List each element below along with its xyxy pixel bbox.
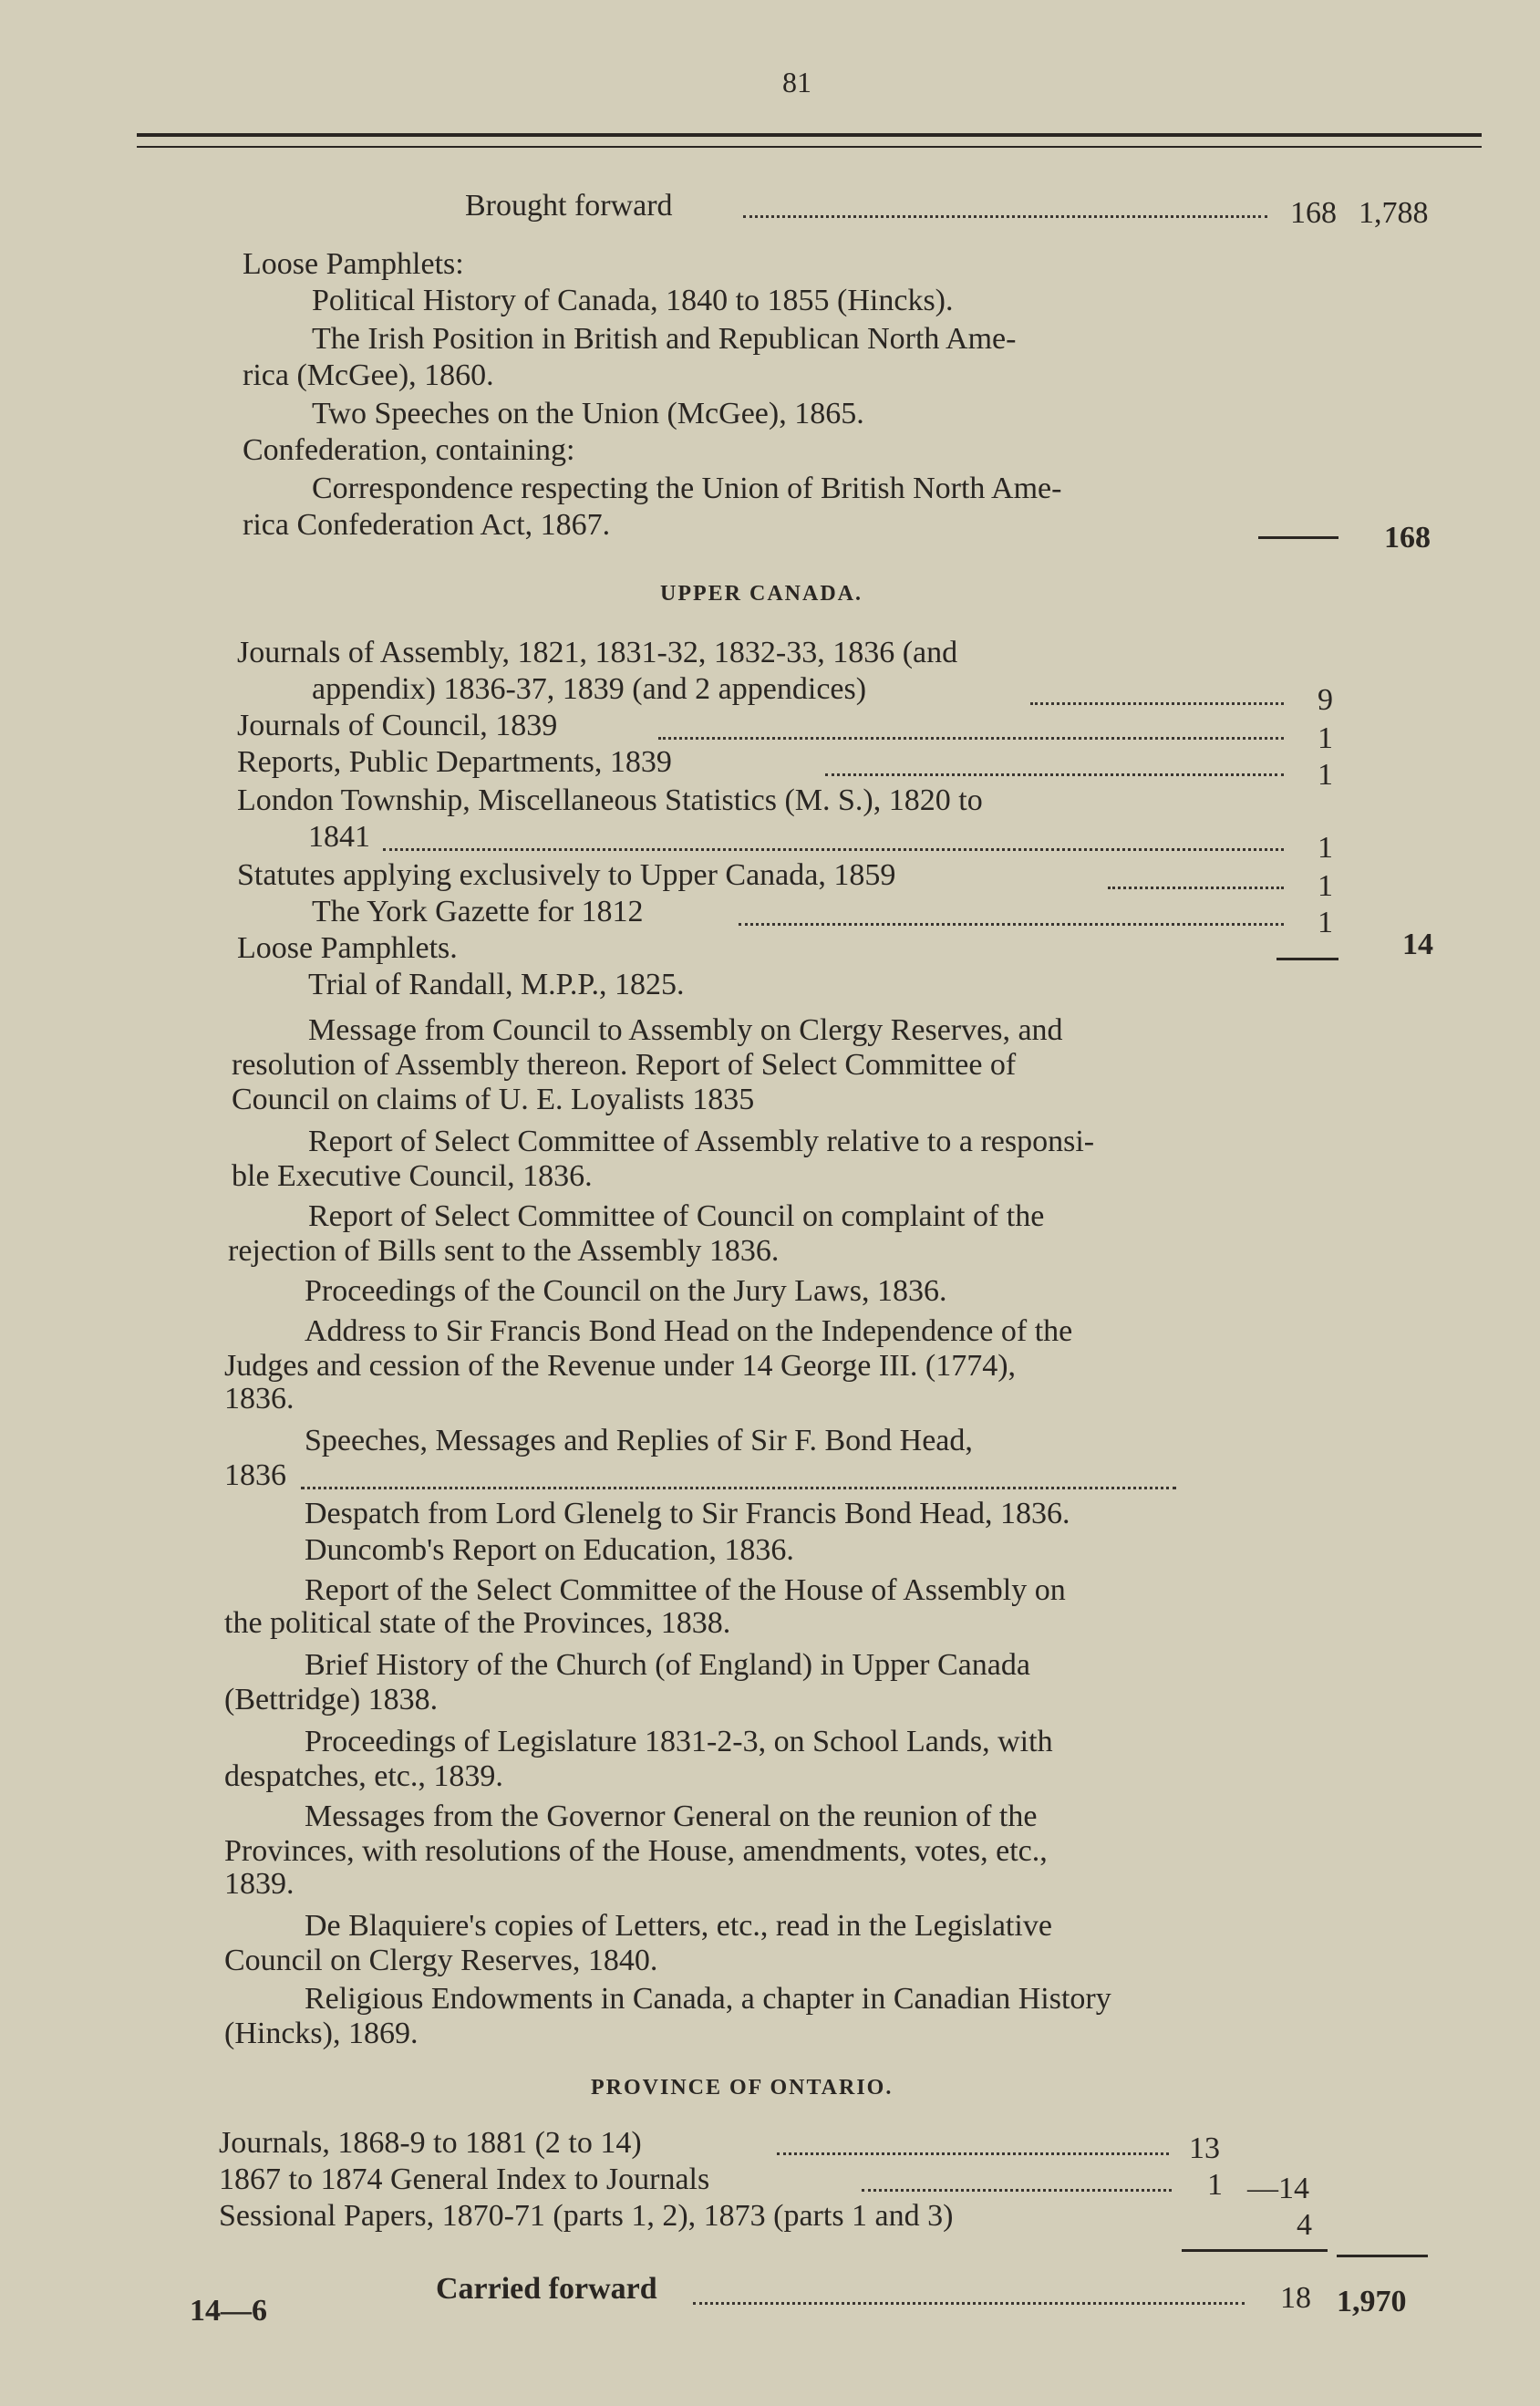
entry-text: Reports, Public Departments, 1839 xyxy=(237,745,672,779)
pamphlet-item: Report of Select Committee of Council on complaint of the xyxy=(308,1199,1045,1233)
leader-dots xyxy=(383,848,1284,851)
subtotal-dash xyxy=(1258,536,1338,539)
entry-text: Loose Pamphlets. xyxy=(237,931,458,965)
pamphlet-item: The Irish Position in British and Republican North Ame- xyxy=(312,322,1017,356)
leader-dots xyxy=(743,215,1267,218)
pamphlet-item: Council on claims of U. E. Loyalists 1835 xyxy=(232,1083,755,1116)
carried-forward-total: 1,970 xyxy=(1337,2285,1407,2318)
section-heading: PROVINCE OF ONTARIO. xyxy=(591,2076,894,2100)
entry-count: 1 xyxy=(1318,758,1333,792)
pamphlet-item: Address to Sir Francis Bond Head on the Independence of the xyxy=(305,1314,1073,1348)
entry-count: 13 xyxy=(1189,2131,1220,2165)
loose-pamphlets-heading: Loose Pamphlets: xyxy=(243,247,464,281)
leader-dots xyxy=(301,1487,1176,1489)
leader-dots xyxy=(862,2189,1172,2192)
entry-count: 4 xyxy=(1297,2208,1312,2242)
pamphlet-item: De Blaquiere's copies of Letters, etc., read in the Legislative xyxy=(305,1909,1052,1943)
pamphlet-item: 1836. xyxy=(224,1382,295,1416)
pamphlet-item: Provinces, with resolutions of the House, amendments, votes, etc., xyxy=(224,1834,1048,1868)
entry-text: London Township, Miscellaneous Statistics (M. S.), 1820 to xyxy=(237,783,983,817)
entry-text: Journals of Council, 1839 xyxy=(237,709,558,742)
pamphlet-item: (Bettridge) 1838. xyxy=(224,1683,439,1716)
pamphlet-item: Brief History of the Church (of England) in Upper Canada xyxy=(305,1648,1030,1682)
pamphlet-item: Proceedings of Legislature 1831-2-3, on School Lands, with xyxy=(305,1725,1053,1758)
entry-count: 1 xyxy=(1207,2168,1223,2202)
entry-text: 1867 to 1874 General Index to Journals xyxy=(219,2162,710,2196)
entry-count: 9 xyxy=(1318,683,1333,717)
pamphlet-item: Duncomb's Report on Education, 1836. xyxy=(305,1533,794,1567)
pamphlet-item: Council on Clergy Reserves, 1840. xyxy=(224,1944,658,1977)
carried-forward-count: 18 xyxy=(1280,2281,1311,2315)
pamphlet-item: Political History of Canada, 1840 to 1855 (Hincks). xyxy=(312,284,954,317)
pamphlet-item: despatches, etc., 1839. xyxy=(224,1759,503,1793)
entry-text: The York Gazette for 1812 xyxy=(312,895,644,928)
subtotal: 168 xyxy=(1384,521,1431,555)
leader-dots xyxy=(739,923,1284,926)
leader-dots xyxy=(1108,887,1284,889)
entry-text: Statutes applying exclusively to Upper Canada, 1859 xyxy=(237,858,896,892)
entry-text: appendix) 1836-37, 1839 (and 2 appendices) xyxy=(312,672,867,706)
leader-dots xyxy=(825,773,1284,776)
leader-dots xyxy=(693,2302,1245,2305)
pamphlet-item: rejection of Bills sent to the Assembly 1836. xyxy=(228,1234,780,1268)
entry-count: 1 xyxy=(1318,721,1333,755)
entry-count: 1 xyxy=(1318,869,1333,903)
pamphlet-item: Religious Endowments in Canada, a chapter in Canadian History xyxy=(305,1982,1111,2016)
carried-forward-label: Carried forward xyxy=(436,2272,657,2306)
pamphlet-item: the political state of the Provinces, 1838. xyxy=(224,1606,731,1640)
pamphlet-item: Message from Council to Assembly on Clergy Reserves, and xyxy=(308,1013,1063,1047)
pamphlet-item: resolution of Assembly thereon. Report of Select Committee of xyxy=(232,1048,1017,1082)
leader-dots xyxy=(1030,702,1284,705)
entry-count: 1 xyxy=(1318,831,1333,865)
pamphlet-item: Correspondence respecting the Union of British North Ame- xyxy=(312,472,1062,505)
entry-text: 1841 xyxy=(308,820,370,854)
brought-forward-label: Brought forward xyxy=(465,189,673,223)
entry-text: Journals of Assembly, 1821, 1831-32, 1832-33, 1836 (and xyxy=(237,636,958,669)
pamphlet-item: Proceedings of the Council on the Jury Laws, 1836. xyxy=(305,1274,947,1308)
entry-count: 1 xyxy=(1318,906,1333,939)
pamphlet-item: Judges and cession of the Revenue under 14 George III. (1774), xyxy=(224,1349,1017,1383)
entry-text: Journals, 1868-9 to 1881 (2 to 14) xyxy=(219,2126,642,2160)
pamphlet-item: Report of Select Committee of Assembly relative to a responsi- xyxy=(308,1125,1095,1158)
header-rule-thick xyxy=(137,133,1482,137)
pamphlet-item: rica (McGee), 1860. xyxy=(243,358,494,392)
brought-forward-total: 1,788 xyxy=(1359,196,1429,230)
total-rule xyxy=(1182,2249,1328,2252)
total-rule xyxy=(1337,2255,1428,2257)
entry-subtotal: —14 xyxy=(1247,2172,1309,2205)
pamphlet-item: Trial of Randall, M.P.P., 1825. xyxy=(308,968,685,1001)
pamphlet-item: ble Executive Council, 1836. xyxy=(232,1159,593,1193)
pamphlet-item: Speeches, Messages and Replies of Sir F. Bond Head, xyxy=(305,1424,973,1457)
pamphlet-item: Two Speeches on the Union (McGee), 1865. xyxy=(312,397,864,430)
printer-signature: 14—6 xyxy=(190,2294,267,2328)
subtotal-dash xyxy=(1276,958,1338,960)
pamphlet-item: Report of the Select Committee of the House of Assembly on xyxy=(305,1573,1066,1607)
brought-forward-count: 168 xyxy=(1290,196,1337,230)
pamphlet-item: 1836 xyxy=(224,1458,286,1492)
pamphlet-item: rica Confederation Act, 1867. xyxy=(243,508,611,542)
page-number: 81 xyxy=(782,66,811,99)
pamphlet-item: 1839. xyxy=(224,1867,295,1901)
pamphlet-item: (Hincks), 1869. xyxy=(224,2017,419,2050)
leader-dots xyxy=(777,2152,1169,2155)
pamphlet-item: Messages from the Governor General on the reunion of the xyxy=(305,1799,1038,1833)
leader-dots xyxy=(658,737,1284,740)
entry-text: Sessional Papers, 1870-71 (parts 1, 2), 1873 (parts 1 and 3) xyxy=(219,2199,954,2233)
subtotal: 14 xyxy=(1402,928,1433,961)
pamphlet-item: Despatch from Lord Glenelg to Sir Francis Bond Head, 1836. xyxy=(305,1497,1070,1530)
header-rule-thin xyxy=(137,146,1482,148)
confederation-heading: Confederation, containing: xyxy=(243,433,575,467)
section-heading: UPPER CANADA. xyxy=(660,582,863,606)
